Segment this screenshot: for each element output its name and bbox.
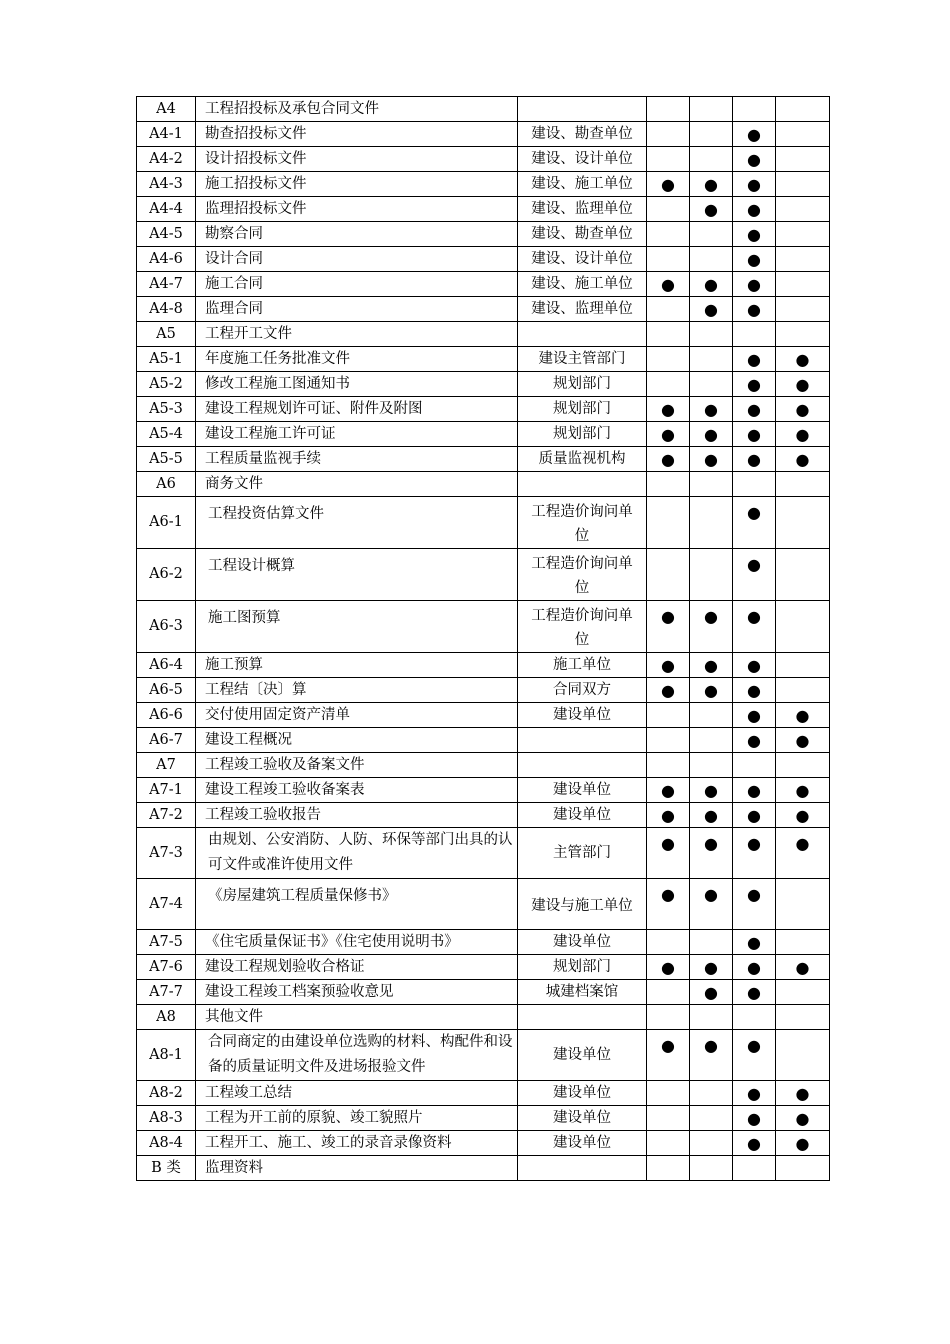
table-row — [137, 1106, 830, 1131]
row-document-name: 修改工程施工图通知书 — [196, 372, 518, 397]
row-mark-col-4 — [776, 930, 830, 955]
row-mark-col-1 — [647, 728, 690, 753]
row-document-name: 工程竣工验收报告 — [196, 803, 518, 828]
row-code: A4-2 — [137, 147, 196, 172]
row-mark-col-1: ● — [647, 601, 690, 653]
row-document-name: 合同商定的由建设单位选购的材料、构配件和设备的质量证明文件及进场报验文件 — [196, 1030, 518, 1081]
row-mark-col-1 — [647, 322, 690, 347]
row-mark-col-3: ● — [733, 1131, 776, 1156]
row-document-name: 施工预算 — [196, 653, 518, 678]
table-body — [137, 97, 830, 1181]
row-mark-col-2 — [690, 347, 733, 372]
row-mark-col-1 — [647, 97, 690, 122]
row-mark-col-2: ● — [690, 447, 733, 472]
row-mark-col-3: ● — [733, 422, 776, 447]
row-mark-col-2: ● — [690, 955, 733, 980]
row-code: A4-3 — [137, 172, 196, 197]
row-mark-col-1 — [647, 347, 690, 372]
row-mark-col-2: ● — [690, 197, 733, 222]
table-row — [137, 347, 830, 372]
table-row — [137, 1030, 830, 1081]
row-mark-col-3 — [733, 1005, 776, 1030]
table-row — [137, 472, 830, 497]
row-mark-col-4: ● — [776, 422, 830, 447]
row-code: A6 — [137, 472, 196, 497]
row-responsible-unit — [518, 472, 647, 497]
row-responsible-unit: 建设、勘查单位 — [518, 122, 647, 147]
row-mark-col-1 — [647, 497, 690, 549]
row-mark-col-2 — [690, 753, 733, 778]
row-code: A6-1 — [137, 497, 196, 549]
row-mark-col-2: ● — [690, 678, 733, 703]
row-mark-col-3: ● — [733, 447, 776, 472]
row-mark-col-1: ● — [647, 678, 690, 703]
row-mark-col-1 — [647, 930, 690, 955]
row-mark-col-3: ● — [733, 497, 776, 549]
row-mark-col-1: ● — [647, 879, 690, 930]
row-mark-col-4: ● — [776, 1131, 830, 1156]
row-document-name: 建设工程规划验收合格证 — [196, 955, 518, 980]
row-mark-col-4: ● — [776, 1106, 830, 1131]
row-mark-col-3: ● — [733, 549, 776, 601]
row-code: A8-2 — [137, 1081, 196, 1106]
row-mark-col-4 — [776, 1156, 830, 1181]
row-document-name: 工程开工、施工、竣工的录音录像资料 — [196, 1131, 518, 1156]
row-responsible-unit: 质量监视机构 — [518, 447, 647, 472]
row-code: A4-7 — [137, 272, 196, 297]
row-document-name: 商务文件 — [196, 472, 518, 497]
row-mark-col-1 — [647, 703, 690, 728]
row-mark-col-3: ● — [733, 122, 776, 147]
row-code: A5 — [137, 322, 196, 347]
row-mark-col-3: ● — [733, 372, 776, 397]
row-mark-col-1 — [647, 1156, 690, 1181]
row-mark-col-3: ● — [733, 197, 776, 222]
row-code: A5-4 — [137, 422, 196, 447]
row-mark-col-1: ● — [647, 653, 690, 678]
row-responsible-unit: 建设与施工单位 — [518, 879, 647, 930]
row-code: A7 — [137, 753, 196, 778]
row-mark-col-1 — [647, 122, 690, 147]
row-document-name: 设计合同 — [196, 247, 518, 272]
row-responsible-unit — [518, 322, 647, 347]
row-code: A6-2 — [137, 549, 196, 601]
row-mark-col-4 — [776, 97, 830, 122]
row-document-name: 监理合同 — [196, 297, 518, 322]
row-document-name: 勘查招投标文件 — [196, 122, 518, 147]
row-mark-col-1 — [647, 1131, 690, 1156]
row-mark-col-2 — [690, 728, 733, 753]
row-mark-col-2 — [690, 930, 733, 955]
row-responsible-unit: 建设、施工单位 — [518, 172, 647, 197]
row-document-name: 工程结〔决〕算 — [196, 678, 518, 703]
row-mark-col-2 — [690, 147, 733, 172]
row-document-name: 《房屋建筑工程质量保修书》 — [196, 879, 518, 930]
row-mark-col-3 — [733, 472, 776, 497]
row-mark-col-4: ● — [776, 703, 830, 728]
row-code: A5-2 — [137, 372, 196, 397]
row-mark-col-4: ● — [776, 778, 830, 803]
row-document-name: 建设工程施工许可证 — [196, 422, 518, 447]
table-row — [137, 1131, 830, 1156]
row-mark-col-2 — [690, 97, 733, 122]
row-mark-col-1 — [647, 222, 690, 247]
row-mark-col-3: ● — [733, 247, 776, 272]
row-document-name: 施工合同 — [196, 272, 518, 297]
row-mark-col-2: ● — [690, 297, 733, 322]
row-document-name: 工程质量监视手续 — [196, 447, 518, 472]
row-code: A7-4 — [137, 879, 196, 930]
row-mark-col-3: ● — [733, 222, 776, 247]
table-row — [137, 549, 830, 601]
row-mark-col-4 — [776, 497, 830, 549]
row-code: A7-3 — [137, 828, 196, 879]
row-mark-col-2 — [690, 1156, 733, 1181]
row-mark-col-3 — [733, 97, 776, 122]
row-mark-col-1 — [647, 549, 690, 601]
table-row — [137, 1156, 830, 1181]
row-responsible-unit — [518, 1005, 647, 1030]
row-code: A7-6 — [137, 955, 196, 980]
row-code: A5-5 — [137, 447, 196, 472]
row-mark-col-2 — [690, 703, 733, 728]
row-mark-col-1 — [647, 1106, 690, 1131]
row-document-name: 建设工程竣工验收备案表 — [196, 778, 518, 803]
table-row — [137, 678, 830, 703]
row-mark-col-4 — [776, 1005, 830, 1030]
row-mark-col-2: ● — [690, 879, 733, 930]
row-mark-col-4 — [776, 678, 830, 703]
row-mark-col-3: ● — [733, 147, 776, 172]
row-responsible-unit: 合同双方 — [518, 678, 647, 703]
table-row — [137, 828, 830, 879]
row-code: A6-3 — [137, 601, 196, 653]
row-document-name: 《住宅质量保证书》《住宅使用说明书》 — [196, 930, 518, 955]
row-code: A6-7 — [137, 728, 196, 753]
row-mark-col-2 — [690, 1081, 733, 1106]
row-document-name: 施工招投标文件 — [196, 172, 518, 197]
row-mark-col-1: ● — [647, 803, 690, 828]
row-mark-col-1: ● — [647, 828, 690, 879]
row-responsible-unit: 建设、监理单位 — [518, 197, 647, 222]
row-mark-col-3: ● — [733, 728, 776, 753]
row-mark-col-2 — [690, 1005, 733, 1030]
row-mark-col-1 — [647, 147, 690, 172]
table-row — [137, 980, 830, 1005]
row-document-name: 其他文件 — [196, 1005, 518, 1030]
row-mark-col-3: ● — [733, 653, 776, 678]
row-code: A4-5 — [137, 222, 196, 247]
row-mark-col-1: ● — [647, 778, 690, 803]
row-responsible-unit: 建设单位 — [518, 778, 647, 803]
row-code: A8-3 — [137, 1106, 196, 1131]
row-responsible-unit: 建设、设计单位 — [518, 147, 647, 172]
row-mark-col-2 — [690, 122, 733, 147]
row-code: A7-5 — [137, 930, 196, 955]
row-document-name: 建设工程规划许可证、附件及附图 — [196, 397, 518, 422]
row-mark-col-2: ● — [690, 803, 733, 828]
row-mark-col-3 — [733, 753, 776, 778]
row-mark-col-2 — [690, 1131, 733, 1156]
row-mark-col-4 — [776, 247, 830, 272]
row-mark-col-4 — [776, 272, 830, 297]
row-document-name: 施工图预算 — [196, 601, 518, 653]
table-row — [137, 601, 830, 653]
row-mark-col-2: ● — [690, 272, 733, 297]
row-mark-col-4 — [776, 222, 830, 247]
row-mark-col-3: ● — [733, 272, 776, 297]
row-mark-col-1: ● — [647, 272, 690, 297]
row-responsible-unit: 施工单位 — [518, 653, 647, 678]
table-row — [137, 703, 830, 728]
row-mark-col-1: ● — [647, 447, 690, 472]
row-responsible-unit: 工程造价询问单位 — [518, 549, 647, 601]
row-mark-col-4: ● — [776, 728, 830, 753]
row-document-name: 工程竣工验收及备案文件 — [196, 753, 518, 778]
row-mark-col-4 — [776, 297, 830, 322]
table-row — [137, 879, 830, 930]
row-mark-col-3 — [733, 322, 776, 347]
row-code: A4-1 — [137, 122, 196, 147]
row-mark-col-2 — [690, 247, 733, 272]
row-mark-col-4: ● — [776, 372, 830, 397]
row-mark-col-3: ● — [733, 828, 776, 879]
table-row — [137, 147, 830, 172]
row-mark-col-1 — [647, 1081, 690, 1106]
table-row — [137, 447, 830, 472]
row-mark-col-4 — [776, 147, 830, 172]
row-mark-col-4 — [776, 322, 830, 347]
row-mark-col-4: ● — [776, 955, 830, 980]
row-mark-col-4 — [776, 122, 830, 147]
row-mark-col-2: ● — [690, 1030, 733, 1081]
table-row — [137, 197, 830, 222]
row-responsible-unit: 建设、施工单位 — [518, 272, 647, 297]
row-document-name: 工程设计概算 — [196, 549, 518, 601]
row-document-name: 设计招投标文件 — [196, 147, 518, 172]
row-mark-col-3: ● — [733, 980, 776, 1005]
row-mark-col-3: ● — [733, 955, 776, 980]
table-row — [137, 728, 830, 753]
row-responsible-unit — [518, 753, 647, 778]
row-document-name: 工程招投标及承包合同文件 — [196, 97, 518, 122]
row-code: A8-4 — [137, 1131, 196, 1156]
row-mark-col-3: ● — [733, 678, 776, 703]
row-responsible-unit — [518, 728, 647, 753]
row-responsible-unit: 建设、勘查单位 — [518, 222, 647, 247]
table-row — [137, 372, 830, 397]
row-code: A8 — [137, 1005, 196, 1030]
table-row — [137, 272, 830, 297]
row-responsible-unit: 规划部门 — [518, 422, 647, 447]
row-mark-col-1: ● — [647, 172, 690, 197]
row-mark-col-2: ● — [690, 653, 733, 678]
row-mark-col-2: ● — [690, 422, 733, 447]
row-mark-col-2: ● — [690, 397, 733, 422]
row-responsible-unit: 建设、监理单位 — [518, 297, 647, 322]
row-responsible-unit: 建设主管部门 — [518, 347, 647, 372]
row-mark-col-3: ● — [733, 347, 776, 372]
row-mark-col-2: ● — [690, 778, 733, 803]
row-mark-col-1 — [647, 980, 690, 1005]
row-responsible-unit: 规划部门 — [518, 372, 647, 397]
row-mark-col-3: ● — [733, 803, 776, 828]
row-code: A7-1 — [137, 778, 196, 803]
row-mark-col-2 — [690, 372, 733, 397]
row-document-name: 工程竣工总结 — [196, 1081, 518, 1106]
row-mark-col-3: ● — [733, 297, 776, 322]
row-code: A6-5 — [137, 678, 196, 703]
row-responsible-unit: 建设单位 — [518, 1131, 647, 1156]
row-responsible-unit: 建设、设计单位 — [518, 247, 647, 272]
table-row — [137, 322, 830, 347]
row-document-name: 监理资料 — [196, 1156, 518, 1181]
row-document-name: 由规划、公安消防、人防、环保等部门出具的认可文件或准许使用文件 — [196, 828, 518, 879]
table-row — [137, 803, 830, 828]
row-mark-col-2: ● — [690, 828, 733, 879]
row-responsible-unit: 规划部门 — [518, 397, 647, 422]
row-document-name: 工程投资估算文件 — [196, 497, 518, 549]
row-mark-col-4 — [776, 980, 830, 1005]
row-responsible-unit: 建设单位 — [518, 1030, 647, 1081]
row-code: A7-2 — [137, 803, 196, 828]
row-responsible-unit: 建设单位 — [518, 930, 647, 955]
row-mark-col-4 — [776, 879, 830, 930]
row-document-name: 交付使用固定资产清单 — [196, 703, 518, 728]
row-mark-col-4 — [776, 601, 830, 653]
row-mark-col-4: ● — [776, 397, 830, 422]
table-row — [137, 222, 830, 247]
row-mark-col-3: ● — [733, 172, 776, 197]
row-responsible-unit: 工程造价询问单位 — [518, 601, 647, 653]
row-mark-col-1: ● — [647, 397, 690, 422]
row-code: B 类 — [137, 1156, 196, 1181]
row-document-name: 年度施工任务批准文件 — [196, 347, 518, 372]
archive-table — [136, 96, 830, 1181]
table-row — [137, 653, 830, 678]
row-mark-col-4 — [776, 197, 830, 222]
row-mark-col-2: ● — [690, 172, 733, 197]
row-code: A4-8 — [137, 297, 196, 322]
row-mark-col-2: ● — [690, 980, 733, 1005]
row-responsible-unit: 建设单位 — [518, 1106, 647, 1131]
row-responsible-unit: 建设单位 — [518, 703, 647, 728]
row-mark-col-2 — [690, 322, 733, 347]
row-code: A6-6 — [137, 703, 196, 728]
table-row — [137, 397, 830, 422]
row-mark-col-4 — [776, 549, 830, 601]
row-responsible-unit — [518, 97, 647, 122]
row-code: A4 — [137, 97, 196, 122]
row-mark-col-2 — [690, 222, 733, 247]
table-row — [137, 1081, 830, 1106]
row-mark-col-4 — [776, 1030, 830, 1081]
row-mark-col-1: ● — [647, 422, 690, 447]
row-mark-col-2: ● — [690, 601, 733, 653]
row-mark-col-1 — [647, 1005, 690, 1030]
table-row — [137, 172, 830, 197]
row-mark-col-1: ● — [647, 955, 690, 980]
row-responsible-unit: 主管部门 — [518, 828, 647, 879]
row-mark-col-1: ● — [647, 1030, 690, 1081]
row-mark-col-3: ● — [733, 1081, 776, 1106]
row-mark-col-4 — [776, 653, 830, 678]
table-row — [137, 753, 830, 778]
row-code: A7-7 — [137, 980, 196, 1005]
row-responsible-unit: 建设单位 — [518, 1081, 647, 1106]
row-document-name: 建设工程概况 — [196, 728, 518, 753]
row-mark-col-2 — [690, 497, 733, 549]
row-responsible-unit — [518, 1156, 647, 1181]
table-row — [137, 1005, 830, 1030]
row-document-name: 工程为开工前的原貌、竣工貌照片 — [196, 1106, 518, 1131]
row-document-name: 建设工程竣工档案预验收意见 — [196, 980, 518, 1005]
table-row — [137, 778, 830, 803]
table-row — [137, 122, 830, 147]
row-mark-col-2 — [690, 1106, 733, 1131]
row-mark-col-4: ● — [776, 1081, 830, 1106]
row-responsible-unit: 建设单位 — [518, 803, 647, 828]
row-mark-col-4: ● — [776, 347, 830, 372]
row-mark-col-3: ● — [733, 397, 776, 422]
row-document-name: 工程开工文件 — [196, 322, 518, 347]
row-mark-col-4 — [776, 753, 830, 778]
row-code: A4-6 — [137, 247, 196, 272]
row-mark-col-1 — [647, 297, 690, 322]
table-row — [137, 930, 830, 955]
row-code: A6-4 — [137, 653, 196, 678]
row-document-name: 勘察合同 — [196, 222, 518, 247]
row-responsible-unit: 工程造价询问单位 — [518, 497, 647, 549]
row-mark-col-4: ● — [776, 828, 830, 879]
table-row — [137, 297, 830, 322]
row-responsible-unit: 规划部门 — [518, 955, 647, 980]
row-mark-col-4 — [776, 172, 830, 197]
row-code: A8-1 — [137, 1030, 196, 1081]
row-responsible-unit: 城建档案馆 — [518, 980, 647, 1005]
row-mark-col-3: ● — [733, 703, 776, 728]
table-row — [137, 955, 830, 980]
row-mark-col-4: ● — [776, 447, 830, 472]
row-mark-col-3: ● — [733, 778, 776, 803]
row-mark-col-4: ● — [776, 803, 830, 828]
row-mark-col-3: ● — [733, 930, 776, 955]
table-row — [137, 247, 830, 272]
table-row — [137, 497, 830, 549]
row-document-name: 监理招投标文件 — [196, 197, 518, 222]
row-mark-col-3: ● — [733, 1030, 776, 1081]
row-mark-col-3: ● — [733, 1106, 776, 1131]
row-mark-col-4 — [776, 472, 830, 497]
row-mark-col-2 — [690, 472, 733, 497]
row-mark-col-3: ● — [733, 879, 776, 930]
row-code: A5-3 — [137, 397, 196, 422]
row-mark-col-2 — [690, 549, 733, 601]
row-mark-col-1 — [647, 372, 690, 397]
row-mark-col-1 — [647, 472, 690, 497]
row-code: A4-4 — [137, 197, 196, 222]
row-mark-col-3: ● — [733, 601, 776, 653]
row-mark-col-1 — [647, 197, 690, 222]
table-row — [137, 422, 830, 447]
row-mark-col-3 — [733, 1156, 776, 1181]
row-mark-col-1 — [647, 247, 690, 272]
row-mark-col-1 — [647, 753, 690, 778]
table-row — [137, 97, 830, 122]
row-code: A5-1 — [137, 347, 196, 372]
